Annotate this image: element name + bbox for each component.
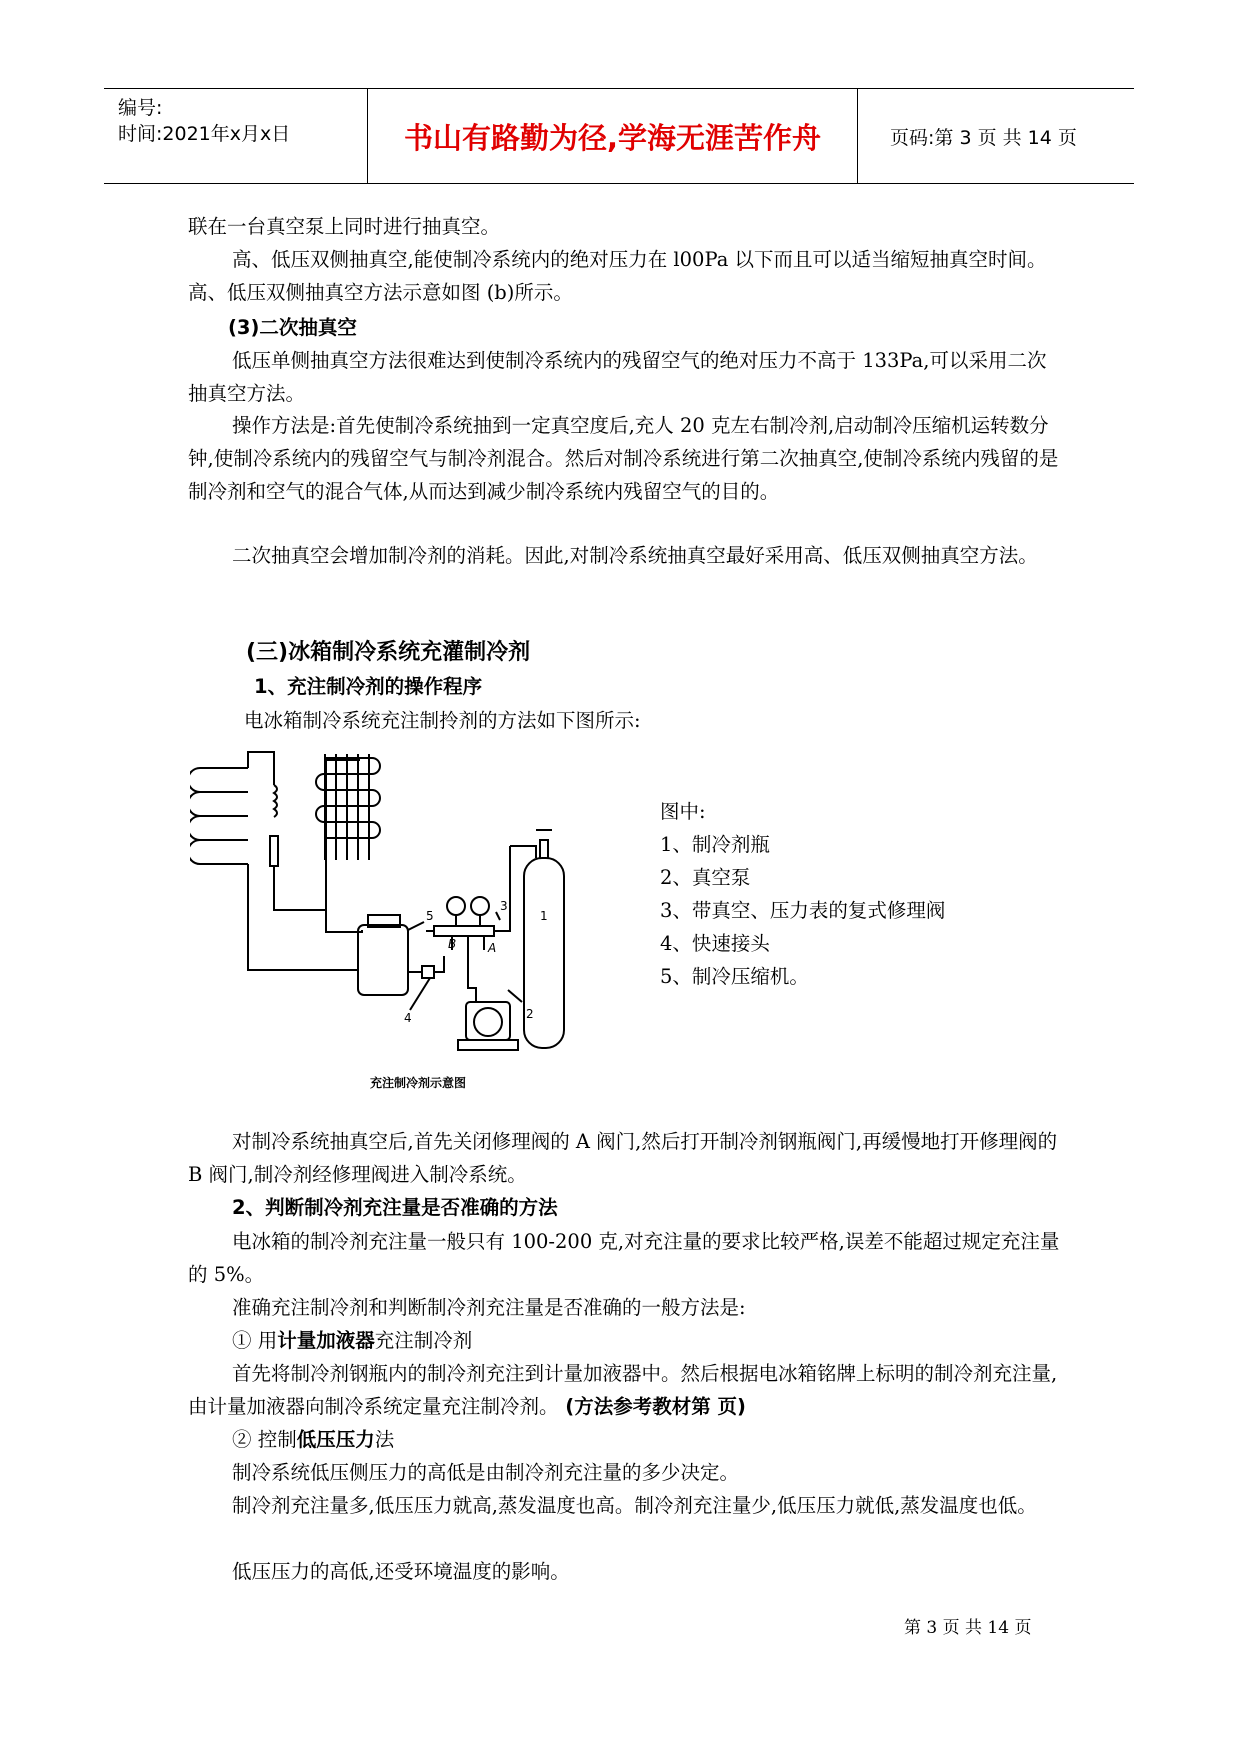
doc-number: 编号: [118, 97, 163, 119]
para-12: 制冷剂充注量多,低压压力就高,蒸发温度也高。制冷剂充注量少,低压压力就低,蒸发温度也低。 [232, 1494, 1037, 1517]
method-2-suffix: 法 [374, 1428, 395, 1451]
charging-diagram [190, 740, 620, 1090]
para-3: 低压单侧抽真空方法很难达到使制冷系统内的残留空气的绝对压力不高于 133Pa,可以采用二次抽真空方法。 [188, 349, 1047, 405]
number-1: 1 [540, 909, 548, 923]
para-7: 对制冷系统抽真空后,首先关闭修理阀的 A 阀门,然后打开制冷剂钢瓶阀门,再缓慢地打开修理阀的 B 阀门,制冷剂经修理阀进入制冷系统。 [188, 1130, 1058, 1186]
legend-item: 3、带真空、压力表的复式修理阀 [660, 899, 946, 922]
figure-caption: 充注制冷剂示意图 [370, 1076, 467, 1090]
number-5: 5 [426, 909, 434, 923]
para-10-text: 首先将制冷剂钢瓶内的制冷剂充注到计量加液器中。然后根据电冰箱铭牌上标明的制冷剂充注量,由计量加液器向制冷系统定量充注制冷剂。 [188, 1362, 1058, 1418]
para-13: 低压压力的高低,还受环境温度的影响。 [232, 1560, 570, 1583]
method-2-keyword: 低压压力 [296, 1428, 375, 1451]
number-4: 4 [404, 1011, 412, 1025]
page-header [104, 88, 1134, 184]
doc-time: 时间:2021年x月x日 [118, 123, 291, 145]
label-a: A [488, 941, 497, 955]
textbook-reference: (方法参考教材第 页) [558, 1395, 746, 1418]
legend-item: 4、快速接头 [660, 932, 770, 955]
para-8: 电冰箱的制冷剂充注量一般只有 100-200 克,对充注量的要求比较严格,误差不能超过规定充注量的 5%。 [188, 1230, 1060, 1286]
method-1-keyword: 计量加液器 [277, 1329, 375, 1352]
page-footer: 第 3 页 共 14 页 [904, 1618, 1032, 1638]
legend-title: 图中: [660, 800, 706, 823]
heading-secondary-vacuum: (3)二次抽真空 [228, 316, 357, 339]
para-11: 制冷系统低压侧压力的高低是由制冷剂充注量的多少决定。 [232, 1461, 740, 1484]
para-9: 准确充注制冷剂和判断制冷剂充注量是否准确的一般方法是: [232, 1296, 746, 1319]
method-1-suffix: 充注制冷剂 [374, 1329, 473, 1352]
header-motto: 书山有路勤为径,学海无涯苦作舟 [368, 89, 858, 183]
heading-judgement: 2、判断制冷剂充注量是否准确的方法 [232, 1196, 558, 1219]
method-2-prefix: ② 控制 [232, 1428, 297, 1451]
para-2: 高、低压双侧抽真空,能使制冷系统内的绝对压力在 l00Pa 以下而且可以适当缩短抽真空时间。高、低压双侧抽真空方法示意如图 (b)所示。 [188, 248, 1047, 304]
figure-legend [660, 795, 945, 993]
method-2 [188, 1423, 1062, 1456]
method-1-prefix: ① 用 [232, 1329, 278, 1352]
heading-procedure: 1、充注制冷剂的操作程序 [254, 675, 483, 698]
legend-item: 1、制冷剂瓶 [660, 833, 770, 856]
number-2: 2 [526, 1007, 534, 1021]
number-3: 3 [500, 899, 508, 913]
header-meta [104, 89, 368, 183]
para-1: 联在一台真空泵上同时进行抽真空。 [188, 215, 501, 238]
legend-item: 5、制冷压缩机。 [660, 965, 809, 988]
para-5: 二次抽真空会增加制冷剂的消耗。因此,对制冷系统抽真空最好采用高、低压双侧抽真空方法。 [232, 544, 1038, 567]
para-4: 操作方法是:首先使制冷系统抽到一定真空度后,充人 20 克左右制冷剂,启动制冷压缩机运转数分钟,使制冷系统内的残留空气与制冷剂混合。然后对制冷系统进行第二次抽真空,使制冷系统内残留的是制冷剂和空气的混合气体,从而达到减少制冷系统内残留空气的目的。 [188, 414, 1059, 503]
header-page-number: 页码:第 3 页 共 14 页 [890, 126, 1077, 149]
label-b: B [448, 937, 457, 951]
legend-item: 2、真空泵 [660, 866, 751, 889]
para-6: 电冰箱制冷系统充注制拎剂的方法如下图所示: [244, 709, 641, 732]
para-10 [188, 1357, 1062, 1423]
method-1 [188, 1324, 1062, 1357]
heading-part-3: (三)冰箱制冷系统充灌制冷剂 [246, 640, 531, 665]
